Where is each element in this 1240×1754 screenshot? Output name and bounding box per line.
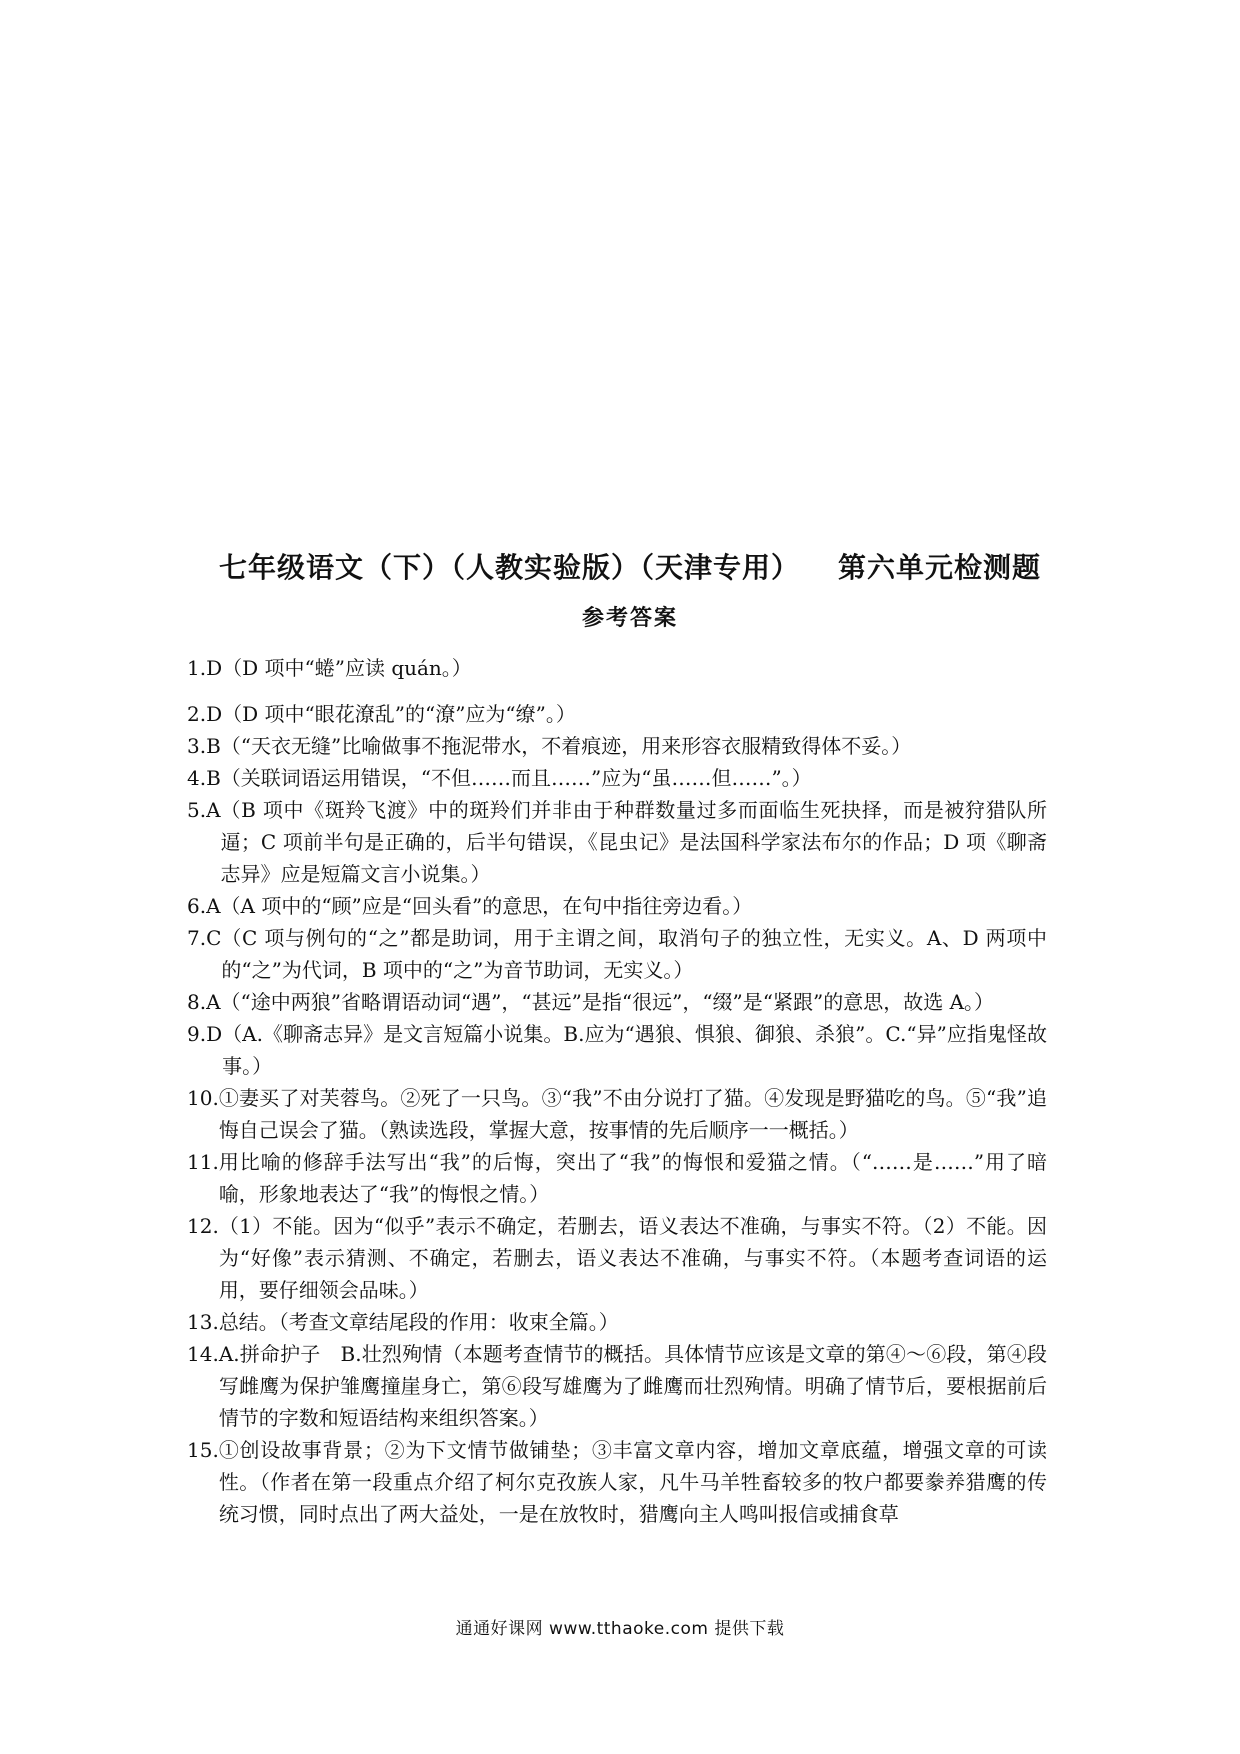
document-subtitle: 参考答案 — [581, 606, 678, 631]
document-title-main: 七年级语文（下）（人教实验版）（天津专用） — [218, 551, 800, 584]
answer-text: ①妻买了对芙蓉鸟。②死了一只鸟。③“我”不由分说打了猫。④发现是野猫吃的鸟。⑤“我”追悔自己误会了猫。（熟读选段，掌握大意，按事情的先后顺序一一概括。） — [218, 1086, 1047, 1142]
answer-text: 用比喻的修辞手法写出“我”的后悔，突出了“我”的悔恨和爱猫之情。（“……是……”用了暗喻，形象地表达了“我”的悔恨之情。） — [218, 1150, 1047, 1206]
answer-number: 5.A — [187, 798, 221, 822]
answer-number: 15. — [187, 1438, 219, 1462]
answer-text: （C 项与例句的“之”都是助词，用于主谓之间，取消句子的独立性，无实义。A、D 两项中的“之”为代词，B 项中的“之”为音节助词，无实义。） — [221, 926, 1047, 982]
answer-text: （A.《聊斋志异》是文言短篇小说集。B.应为“遇狼、惧狼、御狼、杀狼”。C.“异”应指鬼怪故事。） — [222, 1022, 1047, 1078]
answer-number: 14. — [187, 1342, 219, 1366]
answer-item — [187, 890, 1047, 922]
answer-item — [187, 730, 1047, 762]
answer-item — [187, 1434, 1047, 1530]
answer-text: ①创设故事背景；②为下文情节做铺垫；③丰富文章内容，增加文章底蕴，增强文章的可读性。（作者在第一段重点介绍了柯尔克孜族人家，凡牛马羊牲畜较多的牧户都要豢养猎鹰的传统习惯，同时点出了两大益处，一是在放牧时，猎鹰向主人鸣叫报信或捕食草 — [218, 1438, 1047, 1526]
page-footer: 通通好课网 www.tthaoke.com 提供下载 — [455, 1619, 785, 1639]
answer-number: 13. — [187, 1310, 219, 1334]
answer-item — [187, 1018, 1047, 1082]
answer-number: 3.B — [187, 734, 221, 758]
answer-text: （D 项中“蜷”应读 quán。） — [222, 656, 472, 680]
answer-item — [187, 1210, 1047, 1306]
answer-number: 4.B — [187, 766, 221, 790]
answer-list — [187, 652, 1047, 1530]
answer-number: 7.C — [187, 926, 222, 950]
answer-text: A.拼命护子 B.壮烈殉情（本题考查情节的概括。具体情节应该是文章的第④～⑥段，第④段写雌鹰为保护雏鹰撞崖身亡，第⑥段写雄鹰为了雌鹰而壮烈殉情。明确了情节后，要根据前后情节的字数和短语结构来组织答案。） — [218, 1342, 1047, 1430]
answer-text: （D 项中“眼花潦乱”的“潦”应为“缭”。） — [222, 702, 576, 726]
answer-item — [187, 1306, 1047, 1338]
answer-number: 10. — [187, 1086, 219, 1110]
answer-number: 2.D — [187, 702, 223, 726]
document-title-sub: 第六单元检测题 — [838, 551, 1042, 584]
answer-number: 6.A — [187, 894, 221, 918]
answer-number: 11. — [187, 1150, 219, 1174]
answer-item — [187, 698, 1047, 730]
answer-number: 1.D — [187, 656, 223, 680]
answer-text: （1）不能。因为“似乎”表示不确定，若删去，语义表达不准确，与事实不符。（2）不能。因为“好像”表示猜测、不确定，若删去，语义表达不准确，与事实不符。（本题考查词语的运用，要仔细领会品味。） — [218, 1214, 1047, 1302]
answer-item — [187, 922, 1047, 986]
answer-number: 8.A — [187, 990, 221, 1014]
answer-text: （“途中两狼”省略谓语动词“遇”，“甚远”是指“很远”，“缀”是“紧跟”的意思，故选 A。） — [220, 990, 995, 1014]
answer-item — [187, 986, 1047, 1018]
document-title — [180, 546, 1080, 586]
answer-item — [187, 762, 1047, 794]
answer-text: （关联词语运用错误，“不但……而且……”应为“虽……但……”。） — [220, 766, 812, 790]
answer-item — [187, 1338, 1047, 1434]
answer-item — [187, 1146, 1047, 1210]
answer-text: 总结。（考查文章结尾段的作用：收束全篇。） — [218, 1310, 619, 1334]
answer-text: （“天衣无缝”比喻做事不拖泥带水，不着痕迹，用来形容衣服精致得体不妥。） — [220, 734, 912, 758]
answer-text: （B 项中《斑羚飞渡》中的斑羚们并非由于种群数量过多而面临生死抉择，而是被狩猎队所逼；C 项前半句是正确的，后半句错误，《昆虫记》是法国科学家法布尔的作品；D 项《聊斋志异》应是短篇文言小说集。） — [220, 798, 1047, 886]
answer-item — [187, 1082, 1047, 1146]
answer-text: （A 项中的“顾”应是“回头看”的意思，在句中指往旁边看。） — [220, 894, 753, 918]
answer-item — [187, 794, 1047, 890]
answer-number: 9.D — [187, 1022, 223, 1046]
answer-number: 12. — [187, 1214, 219, 1238]
answer-item — [187, 652, 1047, 684]
